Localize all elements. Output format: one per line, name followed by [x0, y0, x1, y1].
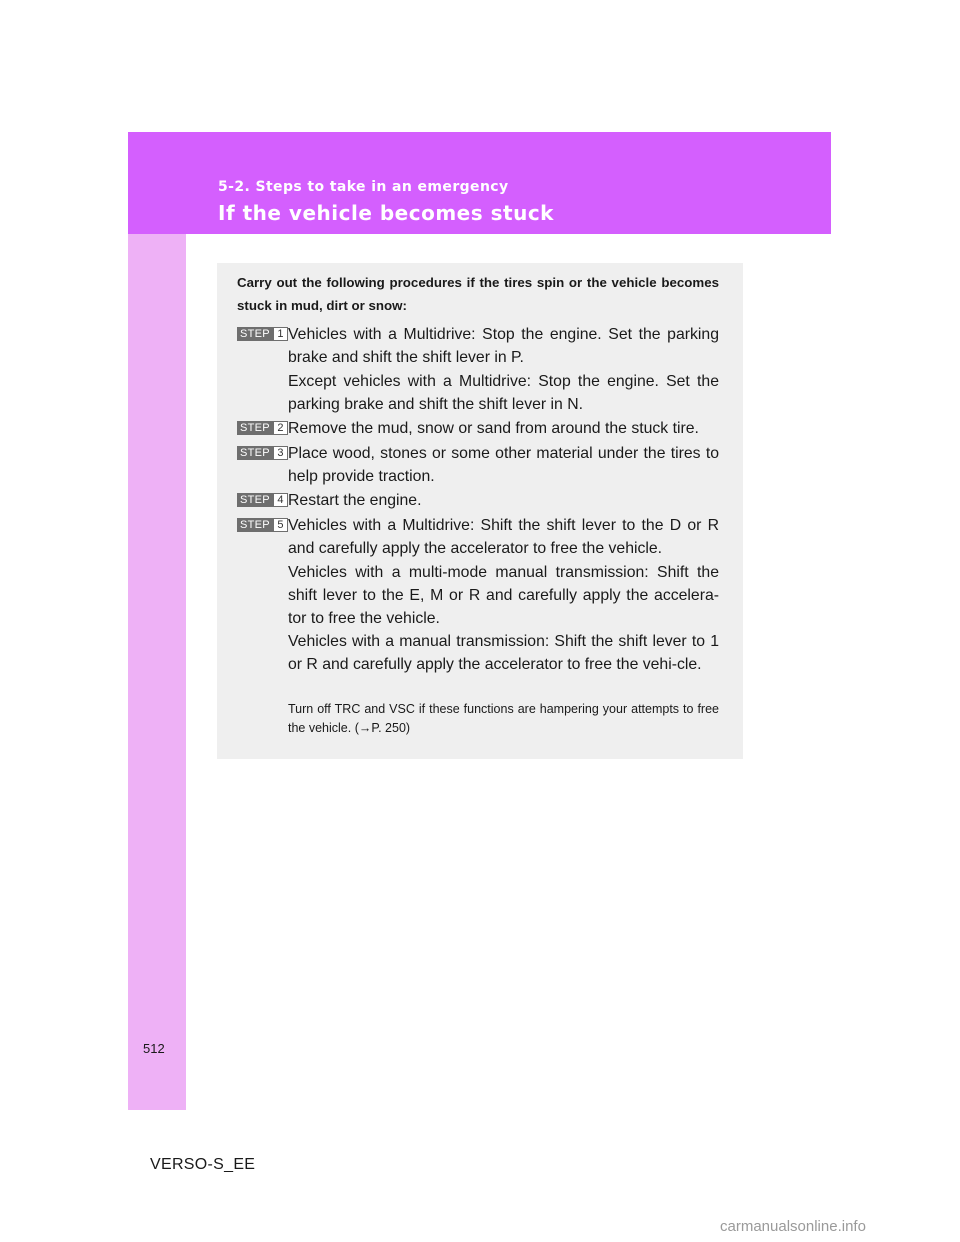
section-header [128, 132, 831, 234]
note-text: Turn off TRC and VSC if these functions are hampering your attempts to free the vehicle. (→P. 250) [288, 702, 719, 735]
step-1-text-alt: Except vehicles with a Multidrive: Stop the engine. Set the parking brake and shift the shift lever in N. [288, 373, 719, 413]
step-1-badge [237, 327, 288, 341]
step-2-text: Remove the mud, snow or sand from around the stuck tire. [288, 420, 699, 437]
step-number: 2 [273, 421, 288, 435]
step-5-text-mmt: Vehicles with a multi-mode manual transmission: Shift the shift lever to the E, M or R and carefully apply the accelera-tor to free the vehicle. [288, 564, 719, 627]
step-word: STEP [237, 446, 273, 460]
document-code: VERSO-S_EE [150, 1156, 256, 1173]
step-word: STEP [237, 493, 273, 507]
section-label: 5-2. Steps to take in an emergency [218, 179, 509, 195]
page-title: If the vehicle becomes stuck [218, 201, 554, 225]
step-4-badge [237, 493, 288, 507]
step-5-text: Vehicles with a Multidrive: Shift the shift lever to the D or R and carefully apply the accelerator to free the vehicle. [288, 517, 719, 557]
watermark-text: carmanualsonline.info [720, 1218, 866, 1235]
step-word: STEP [237, 421, 273, 435]
step-word: STEP [237, 327, 273, 341]
step-number: 5 [273, 518, 288, 532]
page-number: 512 [143, 1041, 165, 1056]
step-1-text: Vehicles with a Multidrive: Stop the engine. Set the parking brake and shift the shift lever in P. [288, 326, 719, 366]
step-3-text: Place wood, stones or some other material under the tires to help provide traction. [288, 445, 719, 485]
step-5-text-manual: Vehicles with a manual transmission: Shift the shift lever to 1 or R and carefully apply the accelerator to free the vehi-cle. [288, 633, 719, 673]
procedure-box [217, 263, 743, 759]
step-number: 4 [273, 493, 288, 507]
step-2-badge [237, 421, 288, 435]
step-3-badge [237, 446, 288, 460]
step-number: 1 [273, 327, 288, 341]
intro-text: Carry out the following procedures if the tires spin or the vehicle becomes stuck in mud, dirt or snow: [237, 275, 719, 313]
step-number: 3 [273, 446, 288, 460]
step-5-badge [237, 518, 288, 532]
step-word: STEP [237, 518, 273, 532]
side-tab-strip [128, 132, 186, 1110]
step-4-text: Restart the engine. [288, 492, 422, 509]
